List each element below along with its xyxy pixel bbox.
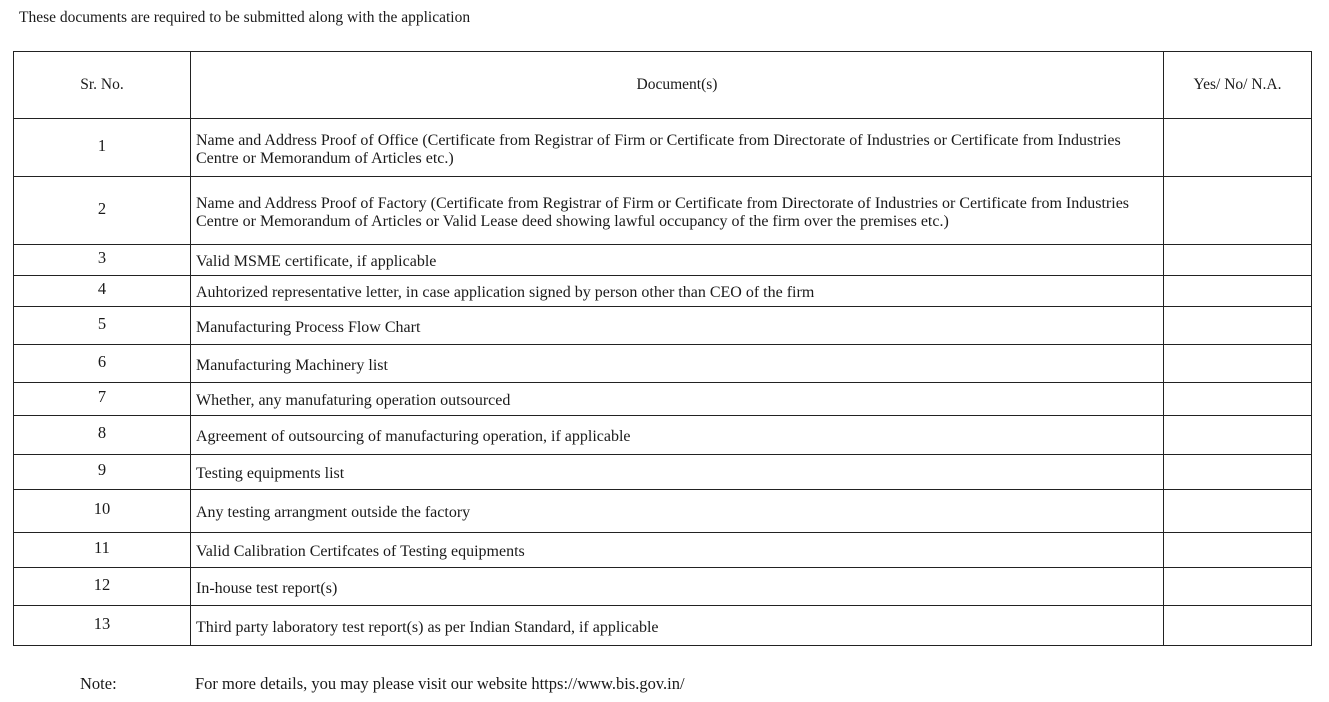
row-sr-no: 4 bbox=[14, 276, 191, 307]
header-sr-no: Sr. No. bbox=[14, 52, 191, 119]
row-document: Agreement of outsourcing of manufacturing operation, if applicable bbox=[191, 416, 1164, 455]
row-sr-no: 12 bbox=[14, 568, 191, 606]
table-row bbox=[14, 245, 1312, 276]
row-sr-no: 6 bbox=[14, 345, 191, 383]
row-document: Valid MSME certificate, if applicable bbox=[191, 245, 1164, 276]
row-sr-no: 9 bbox=[14, 455, 191, 490]
row-sr-no: 3 bbox=[14, 245, 191, 276]
table-row bbox=[14, 307, 1312, 345]
row-status-cell[interactable] bbox=[1164, 119, 1312, 177]
row-status-cell[interactable] bbox=[1164, 276, 1312, 307]
row-sr-no: 2 bbox=[14, 177, 191, 245]
row-status-cell[interactable] bbox=[1164, 383, 1312, 416]
row-document: Manufacturing Machinery list bbox=[191, 345, 1164, 383]
row-status-cell[interactable] bbox=[1164, 416, 1312, 455]
row-status-cell[interactable] bbox=[1164, 533, 1312, 568]
row-sr-no: 7 bbox=[14, 383, 191, 416]
table-row bbox=[14, 119, 1312, 177]
table-row bbox=[14, 455, 1312, 490]
row-document: Whether, any manufaturing operation outsourced bbox=[191, 383, 1164, 416]
row-document: In-house test report(s) bbox=[191, 568, 1164, 606]
row-status-cell[interactable] bbox=[1164, 568, 1312, 606]
row-sr-no: 11 bbox=[14, 533, 191, 568]
row-document: Testing equipments list bbox=[191, 455, 1164, 490]
table-row bbox=[14, 533, 1312, 568]
table-row bbox=[14, 345, 1312, 383]
row-document: Valid Calibration Certifcates of Testing equipments bbox=[191, 533, 1164, 568]
table-row bbox=[14, 177, 1312, 245]
row-status-cell[interactable] bbox=[1164, 606, 1312, 646]
table-row bbox=[14, 490, 1312, 533]
row-document: Manufacturing Process Flow Chart bbox=[191, 307, 1164, 345]
table-row bbox=[14, 383, 1312, 416]
table-row bbox=[14, 416, 1312, 455]
row-status-cell[interactable] bbox=[1164, 307, 1312, 345]
header-document: Document(s) bbox=[191, 52, 1164, 119]
row-status-cell[interactable] bbox=[1164, 345, 1312, 383]
note-text: For more details, you may please visit our website https://www.bis.gov.in/ bbox=[195, 674, 685, 693]
row-status-cell[interactable] bbox=[1164, 177, 1312, 245]
table-header-row bbox=[14, 52, 1312, 119]
row-document: Name and Address Proof of Office (Certificate from Registrar of Firm or Certificate from Directorate of Industries or Certificate from Industries Centre or Memorandum of Articles etc.) bbox=[191, 119, 1164, 177]
table-row bbox=[14, 568, 1312, 606]
intro-text: These documents are required to be submitted along with the application bbox=[19, 9, 471, 26]
row-status-cell[interactable] bbox=[1164, 455, 1312, 490]
row-document: Any testing arrangment outside the factory bbox=[191, 490, 1164, 533]
row-document: Auhtorized representative letter, in case application signed by person other than CEO of the firm bbox=[191, 276, 1164, 307]
row-sr-no: 13 bbox=[14, 606, 191, 646]
table-row bbox=[14, 276, 1312, 307]
row-sr-no: 10 bbox=[14, 490, 191, 533]
row-document: Third party laboratory test report(s) as per Indian Standard, if applicable bbox=[191, 606, 1164, 646]
note-label: Note: bbox=[80, 674, 117, 693]
header-status: Yes/ No/ N.A. bbox=[1164, 52, 1312, 119]
row-sr-no: 5 bbox=[14, 307, 191, 345]
row-document: Name and Address Proof of Factory (Certificate from Registrar of Firm or Certificate from Directorate of Industries or Certificate from Industries Centre or Memorandum of Articles or Valid Lease deed showing lawful occupancy of the firm over the premises etc.) bbox=[191, 177, 1164, 245]
row-status-cell[interactable] bbox=[1164, 245, 1312, 276]
documents-table bbox=[13, 51, 1312, 646]
row-sr-no: 1 bbox=[14, 119, 191, 177]
table-row bbox=[14, 606, 1312, 646]
row-sr-no: 8 bbox=[14, 416, 191, 455]
row-status-cell[interactable] bbox=[1164, 490, 1312, 533]
